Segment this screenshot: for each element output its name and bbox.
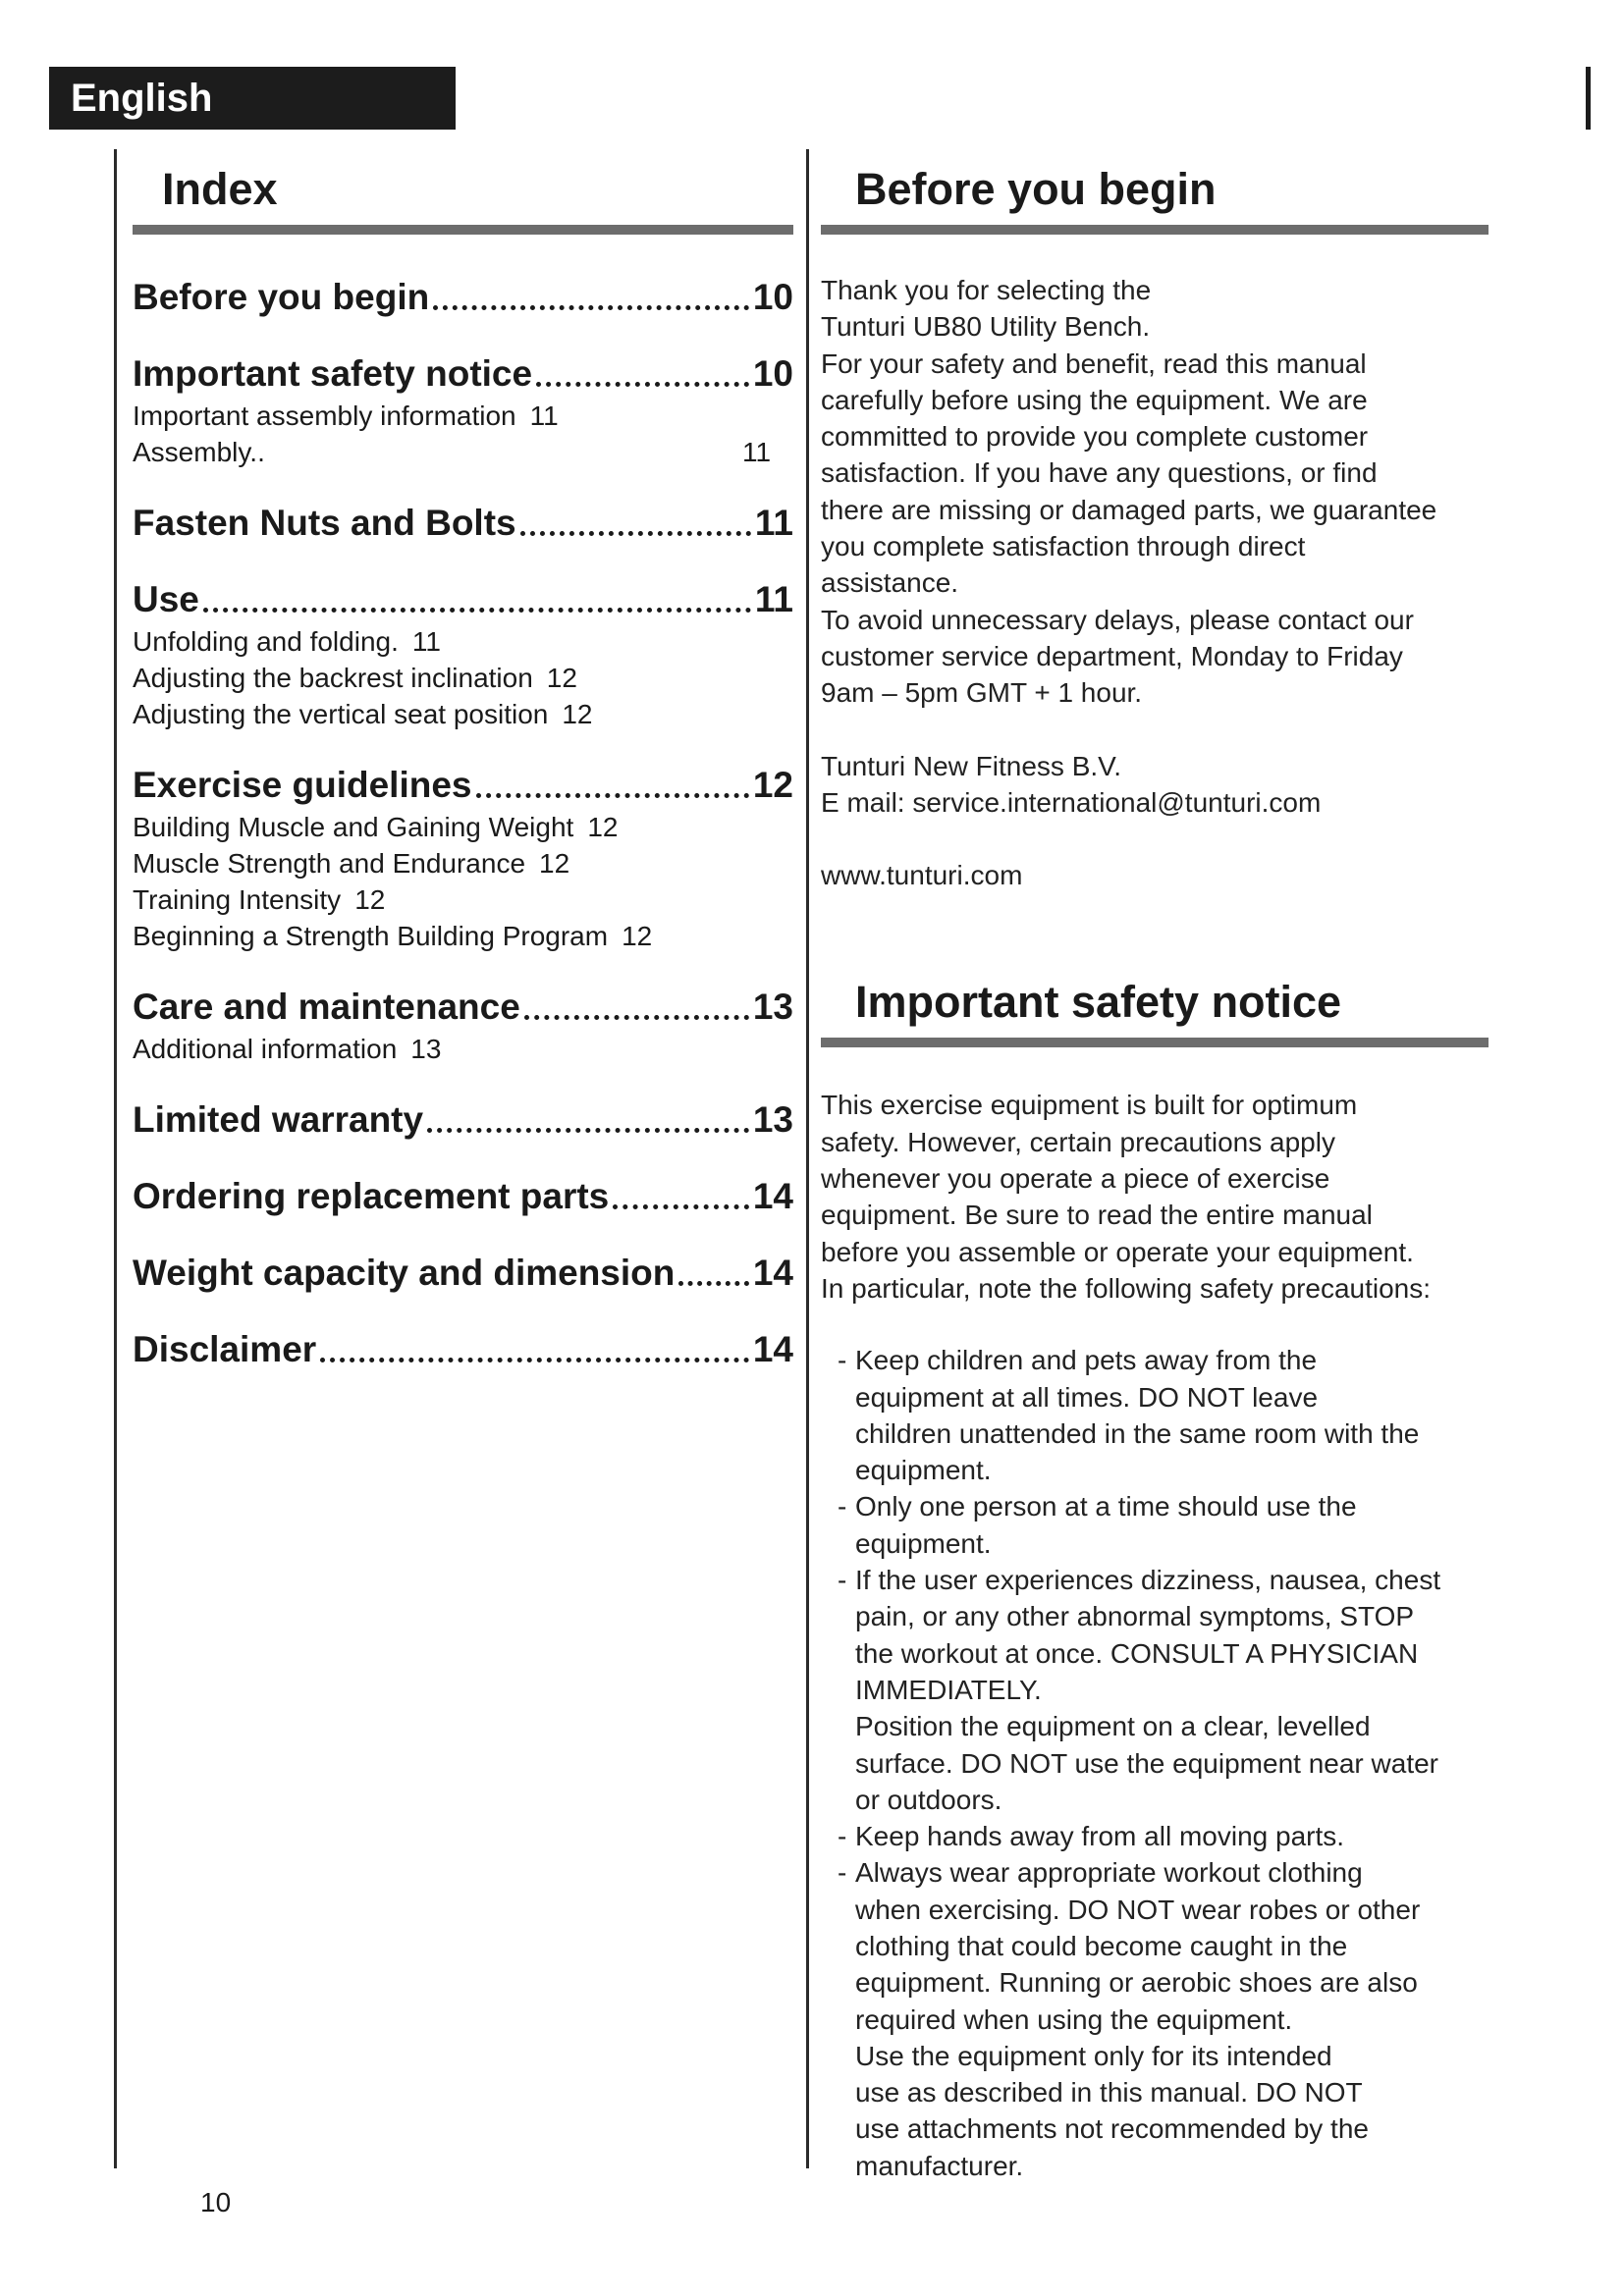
text-line: there are missing or damaged parts, we guarantee [821, 494, 1437, 525]
toc-group [133, 274, 793, 321]
toc-subentry-page: 12 [354, 884, 386, 915]
text-line: you complete satisfaction through direct [821, 531, 1306, 562]
toc-entry-title: Exercise guidelines [133, 765, 472, 805]
safety-item-text: Position the equipment on a clear, levelled [855, 1711, 1371, 1742]
safety-notice-intro [821, 1087, 1489, 1307]
text-line: To avoid unnecessary delays, please contact our [821, 604, 1414, 635]
toc-subentry-page: 12 [546, 663, 577, 693]
safety-item-line [821, 1745, 1489, 1782]
toc-entry-title: Fasten Nuts and Bolts [133, 503, 516, 543]
toc-entry[interactable] [133, 1096, 793, 1144]
safety-item-line [821, 1818, 1489, 1854]
safety-item-line [821, 2002, 1489, 2038]
toc-subentry-title: Adjusting the vertical seat position [133, 699, 549, 729]
website-link[interactable]: www.tunturi.com [821, 860, 1023, 891]
toc-subentry-title: Training Intensity [133, 884, 342, 915]
bullet-dash: - [838, 1345, 847, 1376]
toc-entry-page: 14 [752, 1329, 793, 1369]
safety-item-text: equipment. Running or aerobic shoes are also [855, 1967, 1418, 1999]
toc-subentry-page: 11 [411, 626, 441, 657]
index-heading: Index [133, 157, 793, 235]
toc-subentry-title: Additional information [133, 1034, 398, 1064]
bullet-dash: - [838, 1857, 847, 1889]
safety-item-text: required when using the equipment. [855, 2003, 1293, 2035]
safety-item-line [821, 1452, 1489, 1488]
safety-item-text: Only one person at a time should use the [855, 1491, 1357, 1522]
toc-entry-title: Weight capacity and dimension [133, 1253, 676, 1293]
safety-item-line [821, 1672, 1489, 1708]
index-column [133, 157, 793, 1403]
text-line: equipment. Be sure to read the entire manual [821, 1200, 1373, 1231]
toc-subentry-page: 12 [622, 921, 653, 951]
text-line: This exercise equipment is built for optimum [821, 1090, 1358, 1121]
text-line: 9am – 5pm GMT + 1 hour. [821, 677, 1143, 709]
safety-item-line [821, 1488, 1489, 1524]
toc-entry[interactable] [133, 576, 793, 623]
safety-item-text: or outdoors. [855, 1784, 1002, 1815]
toc-entry-page: 13 [752, 987, 793, 1027]
safety-precautions-list [821, 1342, 1489, 2184]
before-you-begin-heading: Before you begin [821, 157, 1489, 235]
safety-item-line [821, 1964, 1489, 2001]
left-rule [114, 149, 117, 2168]
toc-subentry[interactable] [133, 623, 793, 660]
toc-subentry[interactable] [133, 696, 793, 732]
safety-item-line [821, 1342, 1489, 1378]
safety-item-text: Keep children and pets away from the [855, 1345, 1318, 1376]
safety-item-text: when exercising. DO NOT wear robes or other [855, 1894, 1421, 1925]
safety-item-line [821, 1635, 1489, 1672]
toc-subentry[interactable] [133, 881, 793, 918]
toc-subentry-title: Muscle Strength and Endurance [133, 848, 526, 879]
safety-item-line [821, 1562, 1489, 1598]
safety-item-text: use as described in this manual. DO NOT [855, 2077, 1363, 2109]
toc-entry[interactable] [133, 984, 793, 1031]
safety-item-text: manufacturer. [855, 2150, 1024, 2181]
toc-entry[interactable] [133, 1173, 793, 1220]
text-line: assistance. [821, 567, 959, 599]
language-tab: English [49, 67, 456, 130]
toc-group [133, 984, 793, 1067]
text-line: customer service department, Monday to Friday [821, 640, 1403, 671]
safety-item-text: the workout at once. CONSULT A PHYSICIAN [855, 1637, 1419, 1669]
toc-entry-page: 11 [754, 579, 793, 619]
toc-subentry-page: 12 [587, 812, 619, 842]
toc-subentry[interactable] [133, 398, 793, 434]
text-line: committed to provide you complete customer [821, 421, 1369, 453]
toc-group [133, 1173, 793, 1220]
toc-entry-title: Important safety notice [133, 353, 533, 394]
toc-entry[interactable] [133, 350, 793, 398]
toc-group [133, 350, 793, 470]
toc-entry[interactable] [133, 1326, 793, 1373]
toc-leader-dots [427, 1128, 749, 1133]
safety-item-line [821, 1598, 1489, 1634]
page-number: 10 [200, 2187, 232, 2217]
toc-group [133, 1326, 793, 1373]
safety-item-line [821, 1525, 1489, 1562]
text-line: before you assemble or operate your equipment. [821, 1236, 1414, 1267]
toc-entry[interactable] [133, 500, 793, 547]
bullet-dash: - [838, 1565, 847, 1596]
text-line: satisfaction. If you have any questions, or find [821, 457, 1378, 489]
column-divider [806, 149, 809, 2168]
toc-leader-dots [536, 382, 749, 387]
text-line: For your safety and benefit, read this manual [821, 347, 1367, 379]
toc-subentry[interactable] [133, 660, 793, 696]
toc-entry-page: 10 [752, 277, 793, 317]
toc-entry-title: Ordering replacement parts [133, 1176, 610, 1216]
safety-item-line [821, 2110, 1489, 2147]
toc-subentry-page: 11 [529, 400, 559, 431]
safety-item-text: Keep hands away from all moving parts. [855, 1821, 1345, 1852]
toc-entry-title: Disclaimer [133, 1329, 317, 1369]
toc-group [133, 762, 793, 954]
toc-entry-page: 12 [752, 765, 793, 805]
content-column [821, 157, 1489, 2184]
table-of-contents [133, 274, 793, 1373]
safety-item-text: surface. DO NOT use the equipment near water [855, 1747, 1438, 1779]
bullet-dash: - [838, 1491, 847, 1522]
toc-entry-page: 13 [752, 1099, 793, 1140]
toc-group [133, 500, 793, 547]
safety-item-line [821, 1379, 1489, 1415]
text-line: In particular, note the following safety precautions: [821, 1272, 1432, 1304]
safety-item-text: use attachments not recommended by the [855, 2113, 1369, 2145]
safety-item-text: equipment. [855, 1455, 992, 1486]
toc-subentry-title: Building Muscle and Gaining Weight [133, 812, 574, 842]
safety-item-text: Always wear appropriate workout clothing [855, 1857, 1363, 1889]
safety-item-text: children unattended in the same room with the [855, 1417, 1420, 1449]
safety-item-line [821, 1892, 1489, 1928]
toc-subentry-title: Unfolding and folding. [133, 626, 399, 657]
toc-leader-dots [524, 1015, 749, 1020]
toc-subentry[interactable] [133, 434, 793, 470]
toc-entry[interactable] [133, 1250, 793, 1297]
safety-item-text: If the user experiences dizziness, nausea, chest [855, 1565, 1441, 1596]
toc-subentry-title: Important assembly information [133, 400, 516, 431]
toc-entry-page: 11 [754, 503, 793, 543]
contact-email: E mail: service.international@tunturi.com [821, 786, 1322, 818]
safety-item-line [821, 2074, 1489, 2110]
text-line: whenever you operate a piece of exercise [821, 1163, 1330, 1195]
toc-leader-dots [320, 1358, 749, 1362]
safety-item-line [821, 1854, 1489, 1891]
safety-item-line [821, 1928, 1489, 1964]
text-line: Tunturi UB80 Utility Bench. [821, 311, 1151, 343]
safety-notice-heading: Important safety notice [821, 970, 1489, 1047]
toc-subentry[interactable] [133, 918, 793, 954]
toc-subentry-page: 11 [742, 437, 772, 467]
toc-leader-dots [433, 305, 749, 310]
safety-item-line [821, 2148, 1489, 2184]
toc-entry-title: Use [133, 579, 199, 619]
toc-leader-dots [476, 793, 749, 798]
toc-leader-dots [520, 531, 751, 536]
toc-subentry-title: Beginning a Strength Building Program [133, 921, 609, 951]
toc-subentry-page: 13 [410, 1034, 442, 1064]
text-line: Thank you for selecting the [821, 275, 1152, 305]
toc-subentry-page: 12 [539, 848, 570, 879]
text-line: carefully before using the equipment. We are [821, 384, 1368, 415]
toc-entry[interactable] [133, 762, 793, 809]
toc-group [133, 1250, 793, 1297]
safety-item-line [821, 1415, 1489, 1452]
text-line: safety. However, certain precautions apply [821, 1126, 1335, 1157]
safety-item-text: Use the equipment only for its intended [855, 2040, 1332, 2071]
toc-subentry-page: 12 [562, 699, 593, 729]
toc-entry-title: Limited warranty [133, 1099, 424, 1140]
safety-item-text: equipment. [855, 1527, 992, 1559]
toc-entry-page: 14 [752, 1176, 793, 1216]
toc-entry-page: 10 [752, 353, 793, 394]
toc-subentry[interactable] [133, 845, 793, 881]
safety-item-text: equipment at all times. DO NOT leave [855, 1381, 1319, 1413]
toc-leader-dots [613, 1204, 749, 1209]
toc-entry-title: Before you begin [133, 277, 430, 317]
toc-entry[interactable] [133, 274, 793, 321]
toc-subentry-title: Assembly.. [133, 437, 265, 467]
safety-item-text: clothing that could become caught in the [855, 1930, 1348, 1961]
safety-item-line [821, 1782, 1489, 1818]
toc-leader-dots [678, 1281, 748, 1286]
toc-entry-page: 14 [752, 1253, 793, 1293]
safety-item-line [821, 2038, 1489, 2074]
bullet-dash: - [838, 1821, 847, 1852]
before-you-begin-intro [821, 272, 1489, 712]
toc-leader-dots [203, 608, 751, 613]
toc-entry-title: Care and maintenance [133, 987, 520, 1027]
safety-item-text: IMMEDIATELY. [855, 1674, 1042, 1705]
safety-item-line [821, 1708, 1489, 1744]
corner-mark [1586, 67, 1591, 130]
company-name: Tunturi New Fitness B.V. [821, 750, 1122, 781]
toc-subentry-title: Adjusting the backrest inclination [133, 663, 533, 693]
toc-subentry[interactable] [133, 1031, 793, 1067]
toc-group [133, 576, 793, 732]
safety-item-text: pain, or any other abnormal symptoms, STOP [855, 1601, 1415, 1632]
toc-group [133, 1096, 793, 1144]
toc-subentry[interactable] [133, 809, 793, 845]
